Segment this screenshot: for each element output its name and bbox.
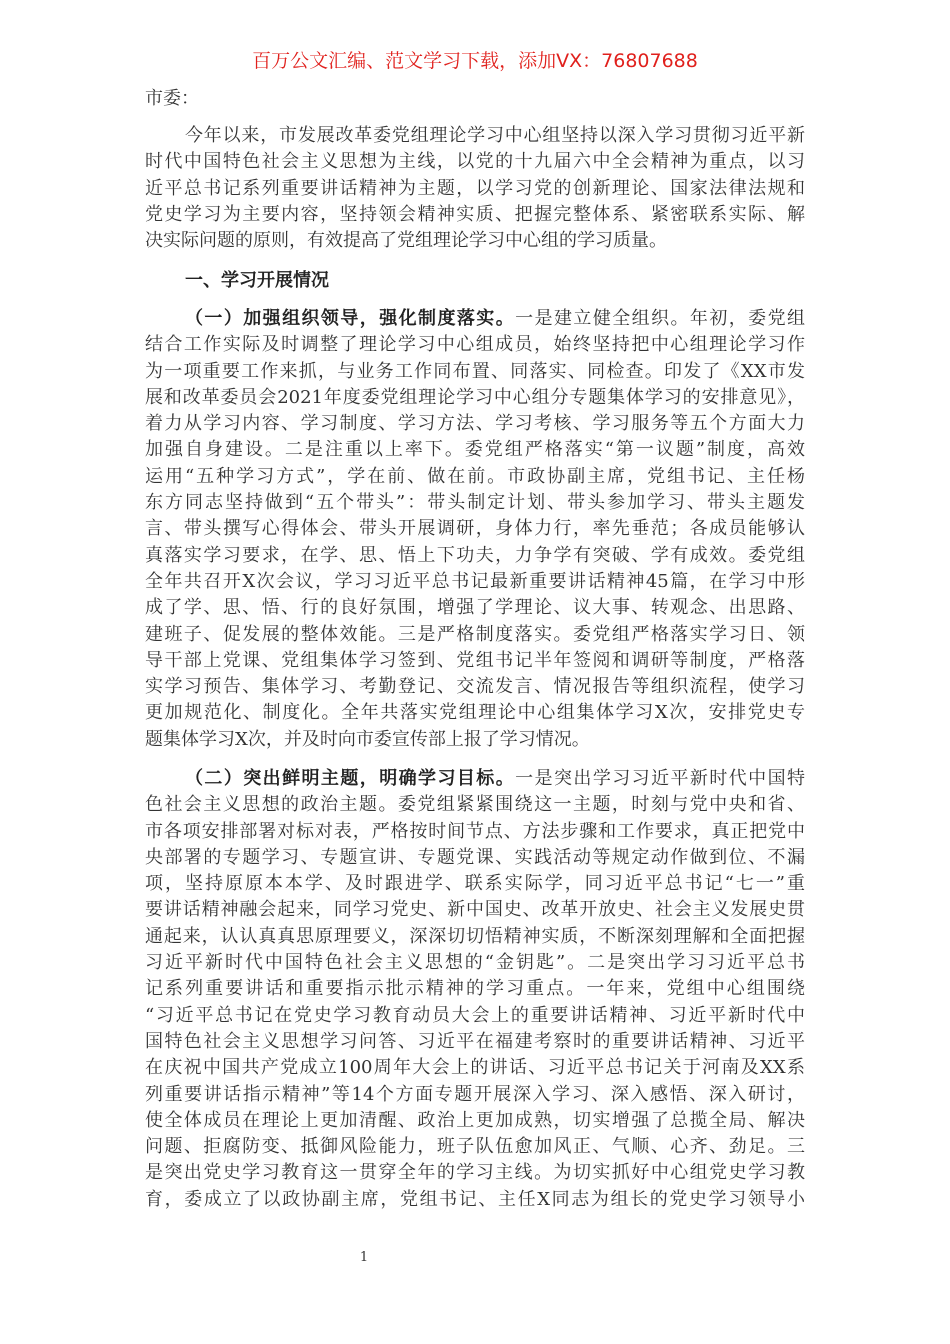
text-line: [145, 792, 805, 818]
text-line: [145, 176, 805, 202]
text-line: [145, 1160, 805, 1186]
text-line: [145, 1082, 805, 1108]
text-line: [145, 149, 805, 175]
line-text: 为一项重要工作来抓，与业务工作同布置、同落实、同检查。印发了《XX市发: [145, 360, 805, 382]
text-line: [145, 123, 805, 149]
salutation: 市委：: [145, 88, 199, 109]
text-line: [145, 871, 805, 897]
paragraph-part-2: [145, 766, 805, 1213]
line-text: 更加规范化、制度化。全年共落实党组理论中心组集体学习X次，安排党史专: [145, 702, 805, 724]
line-text: 全年共召开X次会议，学习习近平总书记最新重要讲话精神45篇，在学习中形: [145, 570, 805, 592]
text-line: [145, 976, 805, 1002]
line-text: 真落实学习要求，在学、思、悟上下功夫，力争学有突破、学有成效。委党组: [145, 544, 805, 566]
text-line: [145, 332, 805, 358]
text-line: [145, 490, 805, 516]
line-text: 育，委成立了以政协副主席，党组书记、主任X同志为组长的党史学习领导小: [145, 1188, 805, 1210]
line-text: 时代中国特色社会主义思想为主线，以党的十九届六中全会精神为重点，以习: [145, 151, 805, 173]
text-line: [145, 385, 805, 411]
text-line: [145, 1108, 805, 1134]
line-text: 列重要讲话指示精神”等14个方面专题开展深入学习、深入感悟、深入研讨，: [145, 1083, 805, 1105]
text-line: [145, 819, 805, 845]
text-line: [145, 1187, 805, 1213]
line-text: 建班子、促发展的整体效能。三是严格制度落实。委党组严格落实学习日、领: [145, 623, 805, 645]
line-text: “习近平总书记在党史学习教育动员大会上的重要讲话精神、习近平新时代中: [145, 1004, 805, 1026]
line-text: 决实际问题的原则，有效提高了党组理论学习中心组的学习质量。: [145, 230, 667, 252]
text-line: [145, 569, 805, 595]
watermark-banner: 百万公文汇编、范文学习下载，添加VX：76807688: [252, 50, 698, 72]
line-text: 近平总书记系列重要讲话精神为主题，以学习党的创新理论、国家法律法规和: [145, 177, 805, 199]
text-line: [145, 1055, 805, 1081]
line-text: 一是突出学习习近平新时代中国特: [515, 768, 806, 789]
text-line: [145, 464, 805, 490]
text-line: [145, 1029, 805, 1055]
text-line: [145, 228, 805, 254]
line-text: 国特色社会主义思想学习问答、习近平在福建考察时的重要讲话精神、习近平: [145, 1030, 805, 1052]
text-line: [145, 595, 805, 621]
text-line: [145, 1003, 805, 1029]
text-line: [145, 727, 805, 753]
intro-paragraph: [145, 123, 805, 254]
text-line: [145, 306, 805, 332]
text-line: [145, 516, 805, 542]
line-text: 加强自身建设。二是注重以上率下。委党组严格落实“第一议题”制度，高效: [145, 439, 805, 461]
line-text: 在庆祝中国共产党成立100周年大会上的讲话、习近平总书记关于河南及XX系: [145, 1057, 805, 1079]
line-text: 言、带头撰写心得体会、带头开展调研，身体力行，率先垂范；各成员能够认: [145, 518, 805, 540]
text-line: [145, 622, 805, 648]
text-line: [145, 897, 805, 923]
line-text: 一是建立健全组织。年初，委党组: [515, 308, 806, 329]
line-text: 着力从学习内容、学习制度、学习方法、学习考核、学习服务等五个方面大力: [145, 413, 805, 435]
line-text: 问题、拒腐防变、抵御风险能力，班子队伍愈加风正、气顺、心齐、劲足。三: [145, 1136, 805, 1158]
line-text: 运用“五种学习方式”，学在前、做在前。市政协副主席，党组书记、主任杨: [145, 465, 805, 487]
text-line: [145, 437, 805, 463]
line-text: 结合工作实际及时调整了理论学习中心组成员，始终坚持把中心组理论学习作: [145, 334, 805, 356]
bold-lead: （一）加强组织领导，强化制度落实。: [185, 308, 516, 329]
line-text: 是突出党史学习教育这一贯穿全年的学习主线。为切实抓好中心组党史学习教: [145, 1162, 805, 1184]
line-text: 市各项安排部署对标对表，严格按时间节点、方法步骤和工作要求，真正把党中: [145, 820, 805, 842]
page-number: 1: [359, 1250, 369, 1265]
section-heading: 一、学习开展情况: [185, 270, 329, 291]
paragraph-part-1: [145, 306, 805, 753]
text-line: [145, 359, 805, 385]
text-line: [145, 674, 805, 700]
text-line: [145, 411, 805, 437]
text-line: [145, 845, 805, 871]
line-text: 实学习预告、集体学习、考勤登记、交流发言、情况报告等组织流程，使学习: [145, 676, 805, 698]
line-text: 展和改革委员会2021年度委党组理论学习中心组分专题集体学习的安排意见》，: [145, 386, 805, 408]
line-text: 色社会主义思想的政治主题。委党组紧紧围绕这一主题，时刻与党中央和省、: [145, 794, 805, 816]
line-text: 记系列重要讲话和重要指示批示精神的学习重点。一年来，党组中心组围绕: [145, 978, 805, 1000]
text-line: [145, 1134, 805, 1160]
text-line: [145, 648, 805, 674]
text-line: [145, 950, 805, 976]
text-line: [145, 700, 805, 726]
text-line: [145, 924, 805, 950]
line-text: 习近平新时代中国特色社会主义思想的“金钥匙”。二是突出学习习近平总书: [145, 952, 805, 974]
text-line: [145, 543, 805, 569]
line-text: 党史学习为主要内容，坚持领会精神实质、把握完整体系、紧密联系实际、解: [145, 203, 805, 225]
line-text: 今年以来，市发展改革委党组理论学习中心组坚持以深入学习贯彻习近平新: [185, 125, 805, 146]
line-text: 东方同志坚持做到“五个带头”：带头制定计划、带头参加学习、带头主题发: [145, 492, 805, 514]
line-text: 导干部上党课、党组集体学习签到、党组书记半年签阅和调研等制度，严格落: [145, 649, 805, 671]
line-text: 通起来，认认真真思原理要义，深深切切悟精神实质，不断深刻理解和全面把握: [145, 925, 805, 947]
text-line: [145, 766, 805, 792]
line-text: 成了学、思、悟、行的良好氛围，增强了学理论、议大事、转观念、出思路、: [145, 597, 805, 619]
line-text: 要讲话精神融会起来，同学习党史、新中国史、改革开放史、社会主义发展史贯: [145, 899, 805, 921]
line-text: 题集体学习X次，并及时向市委宣传部上报了学习情况。: [145, 728, 590, 750]
line-text: 央部署的专题学习、专题宣讲、专题党课、实践活动等规定动作做到位、不漏: [145, 846, 805, 868]
line-text: 项，坚持原原本本学、及时跟进学、联系实际学，同习近平总书记“七一”重: [145, 873, 805, 895]
bold-lead: （二）突出鲜明主题，明确学习目标。: [185, 768, 516, 789]
line-text: 使全体成员在理论上更加清醒、政治上更加成熟，切实增强了总揽全局、解决: [145, 1109, 805, 1131]
text-line: [145, 202, 805, 228]
